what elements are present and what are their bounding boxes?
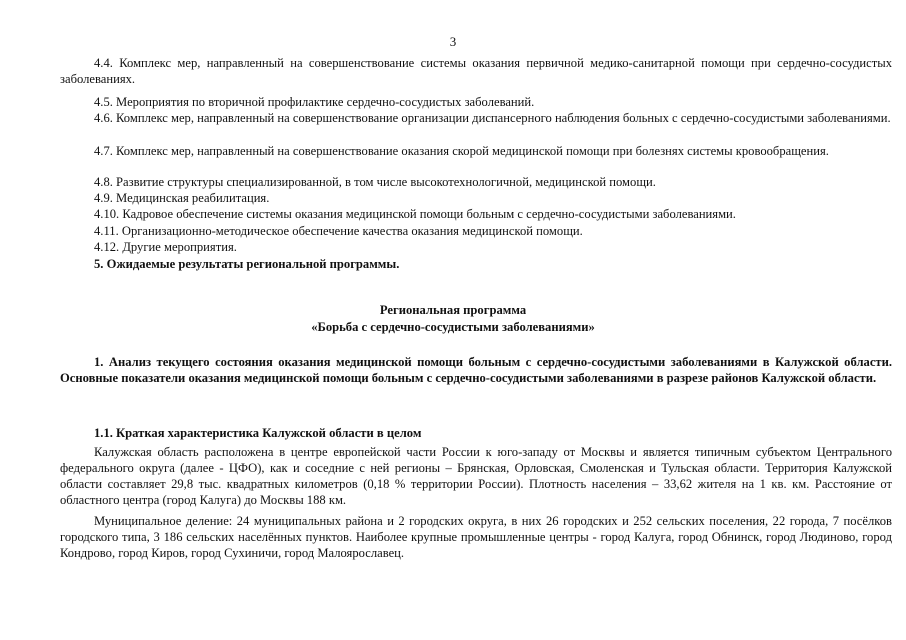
program-subtitle: «Борьба с сердечно-сосудистыми заболеваниями» (311, 320, 595, 334)
list-item-5: 5. Ожидаемые результаты региональной программы. (94, 257, 400, 271)
list-item-4-11: 4.11. Организационно-методическое обеспечение качества оказания медицинской помощи. (94, 224, 583, 238)
list-item-4-4: 4.4. Комплекс мер, направленный на совершенствование системы оказания первичной медико-санитарной помощи при сердечно-сосудистых заболеваниях. (60, 56, 892, 86)
list-item-4-9: 4.9. Медицинская реабилитация. (94, 191, 270, 205)
list-item-4-8: 4.8. Развитие структуры специализированной, в том числе высокотехнологичной, медицинской помощи. (94, 175, 656, 189)
list-item-4-5: 4.5. Мероприятия по вторичной профилактике сердечно-сосудистых заболеваний. (94, 95, 535, 109)
list-item-4-7: 4.7. Комплекс мер, направленный на совершенствование оказания скорой медицинской помощи при болезнях системы кровообращения. (94, 144, 829, 158)
program-title: Региональная программа (379, 303, 527, 317)
list-item-4-10: 4.10. Кадровое обеспечение системы оказания медицинской помощи больным с сердечно-сосудистыми заболеваниями. (94, 207, 736, 221)
list-item-4-12: 4.12. Другие мероприятия. (94, 240, 237, 254)
section-1-1-heading: 1.1. Краткая характеристика Калужской области в целом (94, 426, 422, 440)
section-1-heading: 1. Анализ текущего состояния оказания медицинской помощи больным с сердечно-сосудистыми заболеваниями в Калужской области. Основные показатели оказания медицинской помощи больным с сердечно-сосудистыми заболеваниями в разрезе районов Калужской области. (60, 355, 892, 385)
paragraph-municipal-division: Муниципальное деление: 24 муниципальных района и 2 городских округа, в них 26 городских и 252 сельских поселения, 22 города, 7 посёлков городского типа, 3 186 сельских населённых пунктов. Наиболее крупные промышленные центры - город Калуга, город Обнинск, город Людиново, город Кондрово, город Киров, город Сухиничи, город Малоярославец. (60, 514, 892, 560)
paragraph-region-overview: Калужская область расположена в центре европейской части России к юго-западу от Москвы и является типичным субъектом Центрального федерального округа (далее - ЦФО), как и соседние с ней регионы – Брянская, Орловская, Смоленская и Тульская области. Территория Калужской области составляет 29,8 тыс. квадратных километров (0,18 % территории России). Плотность населения – 33,62 жителя на 1 кв. км. Расстояние от областного центра (город Калуга) до Москвы 188 км. (60, 445, 892, 507)
page-number: 3 (449, 34, 457, 49)
list-item-4-6: 4.6. Комплекс мер, направленный на совершенствование организации диспансерного наблюдения больных с сердечно-сосудистыми заболеваниями. (94, 111, 891, 125)
